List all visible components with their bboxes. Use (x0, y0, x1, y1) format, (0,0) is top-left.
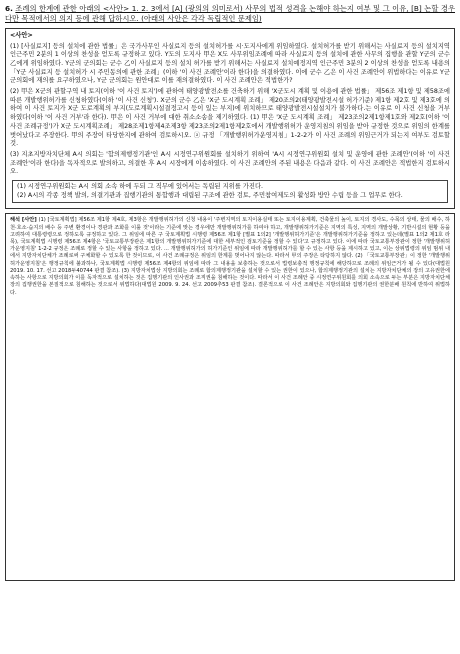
answer-text: (1) [국토계획법] 제56조 제1항 제4호, 제3항은 개발행위허가의 신청 내용이 '주변지역의 토지이용실태 또는 토지이용계획, 건축물의 높이, 토지의 경사도, 수목의 상태, 물의 배수, 하천·호소·습지의 배수 등 주변 환경이나 경관과 조화를 이룰 것'이라는 기준에 맞는 경우에만 개발행위허가를 하여야 하고, 개발행위허가기준은 지역의 특성, 지역의 개발상황, 기반시설의 현황 등을 고려하여 대통령령으로 정하도록 규정하고 있다. 그 위임에 따른 구 국토계획법 시행령 제56조 제1항 [별표 1의2] '개발행위허가기준'은 개발행위허가기준을 정하고 있는데(별표 1의2 제1호 라목), 국토계획법 시행령 제56조 제4항은 '국토교통부장관은 제1항의 개발행위허가기준에 대한 세부적인 검토기준을 정할 수 있다'고 규정하고 있다. 이에 따라 국토교통부장관이 정한 '개발행위허가운영지침' 1-2-2 규정은 조례로 정할 수 있는 사항을 정하고 있다. ... 개발행위허가의 허가기준인 위임에 따라 개발행위허가를 할 수 있는 사항 등을 제시하고 있고, 이는 상위법령의 위임 범위 내에서 지방자치단체가 조례로써 구체화할 수 있도록 한 것이므로, 이 사건 조례규정은 위임의 한계를 벗어나지 않는다. 따라서 甲의 주장은 타당하지 않다. (2) 「국토교통부장관」이 정한 '개발행위허가운영지침'은 행정규칙에 불과하나, 국토계획법 시행령 제56조 제4항의 위임에 따라 그 내용을 보충하는 것으로서 법령보충적 행정규칙에 해당하므로 조례의 위임근거가 될 수 있다(대법원 2019. 10. 17. 선고 2018두40744 판결 참조). (3) 지방자치법상 지방의회는 조례로 합의제행정기관을 설치할 수 있는 권한이 있으나, 합의제행정기관의 설치는 지방자치단체의 장의 고유권한에 속하는 사항으로 지방의회가 이를 독자적으로 설치하는 것은 집행기관의 인사권과 조직권을 침해하는 것이다. 따라서 이 사건 조례안 중 시정연구위원회를 의회 소속으로 두는 부분은 지방자치단체장의 집행권한을 본질적으로 침해하는 것으로서 위법하다(대법원 2009. 9. 24. 선고 2009추53 판결 참조). 결론적으로 이 사건 조례안은 지방의회와 집행기관의 권한분배 원칙에 반하여 위법하다. (10, 217, 450, 296)
passage-label: <사안> (10, 31, 33, 39)
question-number: 6. (5, 4, 13, 13)
sub-condition-1: (1) 시정연구위원회는 A시 의회 소속 하에 두되 그 직무에 있어서는 독립된 지위를 가진다. (17, 183, 264, 191)
case-passage (5, 28, 455, 210)
sub-conditions-box (12, 180, 448, 203)
question-block (5, 4, 455, 25)
question-intro: 조례의 한계에 관한 아래의 <사안> 1. 2. 3에서 [A] (광의의 의미로서) 사무의 법적 성격을 논해야 하는지 여부 및 그 이유, [B] 논할 경우 다만 목적에서의 의지 등에 관해 답하시오. (아래의 사안은 각각 독립적인 문제임) (5, 4, 455, 24)
case-paragraph-2: (2) 甲은 X군의 관할구역 내 토지(이하 '이 사건 토지')에 관하여 태양광발전소를 건축하기 위해 'X군도시 계획 및 이용에 관한 법률」 제56조 제1항 및 제58조에 따른 개발행위허가를 신청하였다(이하 '이 사건 신청'). X군의 군수 乙은 'X군 도시계획 조례」 제20조의2(태양광발전시설 허가기준) 제1항 제2호 및 제3호에 의하여 이 사건 토지가 X군 도로계획의 부지(도로계획시설결정고시 등이 있는 부지)에 위치하므로 태양광발전시설설치가 불가하다.는 이유로 이 사건 신청을 거부하였다(이하 '이 사건 거부'라 한다). 甲은 이 사건 거부에 대한 취소소송을 제기하였다. (1) 甲은 'X군 도시계획 조례」 제23조의2제1항제1호와 제2호(이하 '이 사건 조례규정')가 X군 도시계획조례」 제28조제1항제4조제3항 제23조의2제1항제2호에서 개발행위허가 운영지침의 위임을 받아 규정한 것으로 위임의 한계를 벗어났다고 주장한다. 甲의 주장이 타당한지에 관하여 검토하시오. ⓐ 규정 「개발행위허가운영지침」1-2-2가 이 사건 조례의 위임근거가 되는지 여부도 검토할 것. (10, 88, 450, 148)
answer-label: 해석 [사안] (10, 217, 37, 224)
sub-condition-2: (2) A시의 각종 정책 발의, 의결기관과 집행기관의 통합행과 대립된 구조에 관한 검토, 주민참여제도의 활성화 방안 수립 등을 그 업무로 한다. (17, 191, 403, 199)
case-paragraph-1: (1) [사실료지] 등의 설치에 관한 법률」은 국가사무인 사실료지 등의 설치허가를 시·도지사에게 위임하였다. 설치허가를 받기 위해서는 사실료지 등의 설치지역 인근주민 2분의 1 이상의 찬성을 얻도록 규정하고 있다. Y도의 도지사 甲은 X도 사무위임조례에 따라 사실료지 등의 설치에 관한 사무의 집행을 관할 Y군의 군수 乙에게 위임하였다. Y군의 군의회는 군수 乙이 사실료지 등의 설치 허가를 받기 위해서는 사실료지 설치예정지역 인근주민 3분의 2 이상의 찬성을 얻도록 내용의 「Y군 사실료지 등 설치허가 시 주민동의에 관한 조례」(이하 '이 사건 조례안'이라 한다)을 의결하였다. 이에 군수 乙은 이 사건 조례안이 위법하다는 이유로 Y군 군의회에 재의를 요구하였으나, Y군 군의회는 원안대로 이를 재의결하였다. 이 사건 조례안은 적법한가? (10, 42, 450, 85)
answer-block (5, 213, 455, 581)
case-paragraph-3: (3) 지초지방자치단체 A시 의회는 '합의제행정기관'인 A시 시정연구위원회를 설치하기 위하여 'A시 시정연구위원회 설치 및 운영에 관한 조례안'(이하 '이 사건 조례안'이라 한다)을 독자적으로 발의하고, 의결한 후 A시 시장에게 이송하였다. 이 사건 조례안의 주된 내용은 다음과 같다. 이 사건 조례안은 적법한지 검토하시오. (10, 150, 450, 176)
